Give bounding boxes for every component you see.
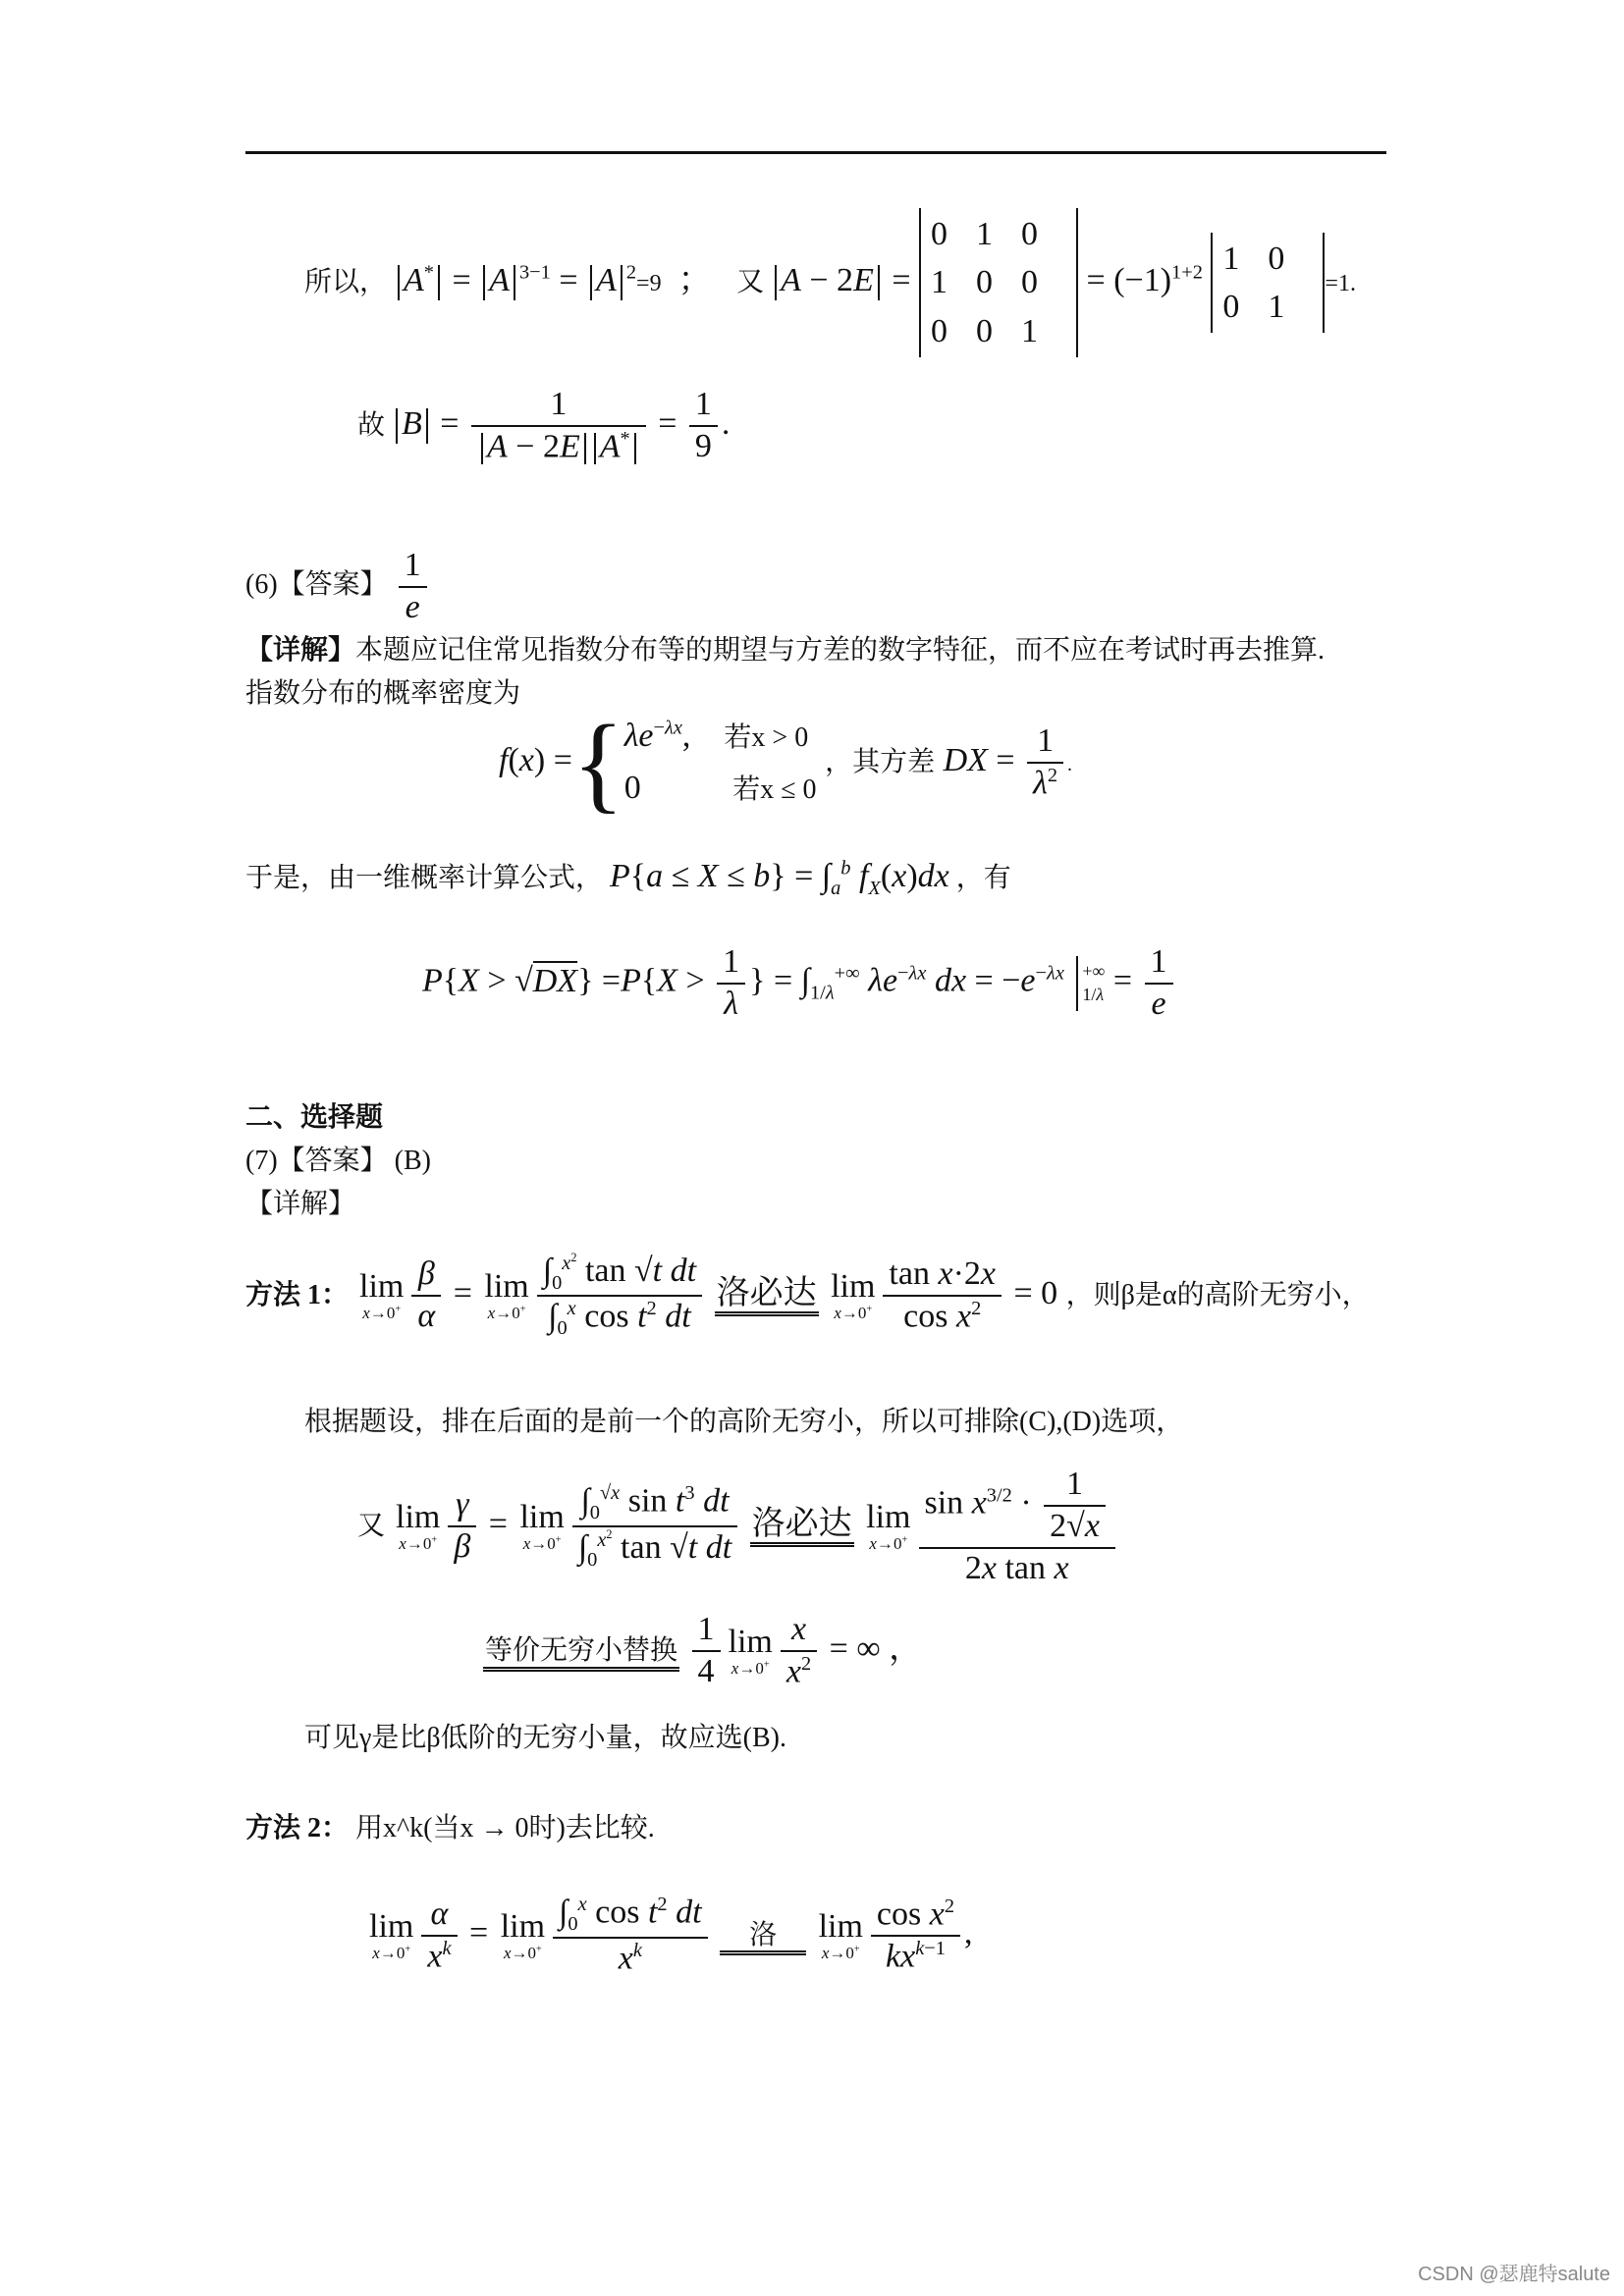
method-2-text: 用x^k(当x → 0时)去比较. — [355, 1813, 655, 1843]
conclusion-text: 可见γ是比β低阶的无穷小量，故应选(B). — [304, 1723, 786, 1753]
detail-6-label: 【详解】 — [245, 635, 356, 666]
yushi-text: 于是，由一维概率计算公式， — [245, 863, 604, 893]
b-det-line — [357, 385, 730, 467]
a-minus-2e-formula: A − 2E = 0 1 0 1 0 0 0 0 $1 = (-1)^{1+2}$ 1 0 0 1=1. — [771, 262, 1356, 298]
det-3x3: 0 1 0 1 0 0 0 0 1 — [919, 208, 1078, 357]
section-2-title: 二、选择题 — [245, 1102, 384, 1133]
csdn-watermark: CSDN @瑟鹿特salute — [1418, 2264, 1610, 2285]
density-formula: $f(x) =\{\lambda e^{-\lambda x}$, 若x > 0 0 若x ≤ 0 ，其方差 DX = $\frac{1}{\lambda^2}$ . — [499, 703, 1073, 823]
method-1-label: 方法 1： — [245, 1279, 350, 1310]
you-text: 又 — [736, 266, 765, 297]
you2-text: 又 — [357, 1511, 386, 1541]
density-intro: 指数分布的概率密度为 — [245, 678, 521, 709]
case1-cond: 若x > 0 — [724, 722, 809, 754]
gamma-beta-line — [357, 1465, 1119, 1588]
method-2-line — [245, 1806, 655, 1845]
method-1-conclusion: ，则β是α的高阶无穷小， — [1065, 1279, 1370, 1310]
you-text-2: ，有 — [955, 863, 1011, 893]
luo-text: 洛 — [720, 1921, 806, 1956]
prob-intro-line — [245, 856, 1011, 900]
answer-7-label: (7)【答案】 — [245, 1146, 388, 1176]
method-1-formula: lim x→0+ $\frac{\beta}{\alpha}$ = lim x→0+ $\frac{\int_0^{x^2} \tan √t dt}{\int_0^x \cos t^2 dt}$ 洛必达 lim x→0+ $\frac{\text{tan x·2x}}{\cos x^2}$ = 0 — [359, 1251, 1066, 1340]
gamma-beta-formula: lim x→0+ $\frac{\gamma}{\beta}$ = lim x→0+ $\frac{\int_0^{√x} \sin t^3 dt}{\int_0^{x^2} \tan √t dt}$ 洛必达 lim x→0+ $\sin x^{3/2}$ · $\frac{1}{2√x}$ 2x tan x — [392, 1506, 1119, 1542]
answer-6 — [245, 546, 431, 628]
detail-6-text: 本题应记住常见指数分布等的期望与方差的数字特征，而不应在考试时再去推算. — [355, 635, 1326, 666]
prob-result-formula: P{X > √DX} =P{X > $\frac{1}{\lambda}$ } = $\int_{1/\lambda}^{+\infty}$ $\lambda e^{-\lambda x}$ dx = $-e^{-\lambda x}$ +∞ 1/λ = $\frac{1}{e}$ — [422, 942, 1177, 1025]
paragraph-1: 根据题设，排在后面的是前一个的高阶无穷小，所以可排除(C),(D)选项， — [304, 1407, 1184, 1437]
det-2x2: 1 0 0 1 — [1211, 233, 1325, 334]
variance-text: ，其方差 — [825, 746, 936, 777]
answer-6-value: $\frac{1}{e}$ — [399, 546, 427, 628]
equiv-line: 等价无穷小替换 $\frac{1}{4}$ lim x→0+ $\frac{x}{x^2}$ = ∞ ， — [485, 1611, 923, 1690]
method-1-line — [245, 1251, 1370, 1341]
gu-text: 故 — [357, 409, 386, 441]
det-line — [304, 208, 1356, 357]
answer-7 — [245, 1139, 431, 1178]
method-2-formula: lim x→0+ $\frac{\alpha}{x^k}$ = lim x→0+ $\frac{\int_0^x \cos t^2 dt}{x^k}$ 洛 lim x→0+ $\frac{\cos x^2}{kx^{k-1}}$ , — [369, 1894, 973, 1976]
detail-7-label: 【详解】 — [245, 1189, 356, 1219]
adj-det-formula: A* = A $^{3-1}$ = A $^2$=9 ； — [394, 262, 736, 298]
b-det-formula: B = $\frac{1}{A - 2E A^*}$ = $\frac{1}{9}$ . — [392, 405, 730, 442]
prob-formula: $P\{a \le X \le b\} = \int_a^b$ $f_X(x)dx$ — [610, 857, 949, 899]
answer-7-value: (B) — [394, 1146, 431, 1176]
lhopital-1: 洛必达 — [715, 1275, 819, 1316]
detail-6 — [245, 628, 1325, 667]
header-rule — [245, 151, 1386, 154]
method-2-label: 方法 2： — [245, 1813, 350, 1843]
answer-6-label: (6)【答案】 — [245, 569, 388, 601]
lhopital-2: 洛必达 — [750, 1506, 854, 1547]
suoyi-text: 所以， — [304, 266, 388, 297]
equiv-sub: 等价无穷小替换 — [483, 1636, 679, 1672]
case2-cond: 若x ≤ 0 — [732, 774, 817, 805]
